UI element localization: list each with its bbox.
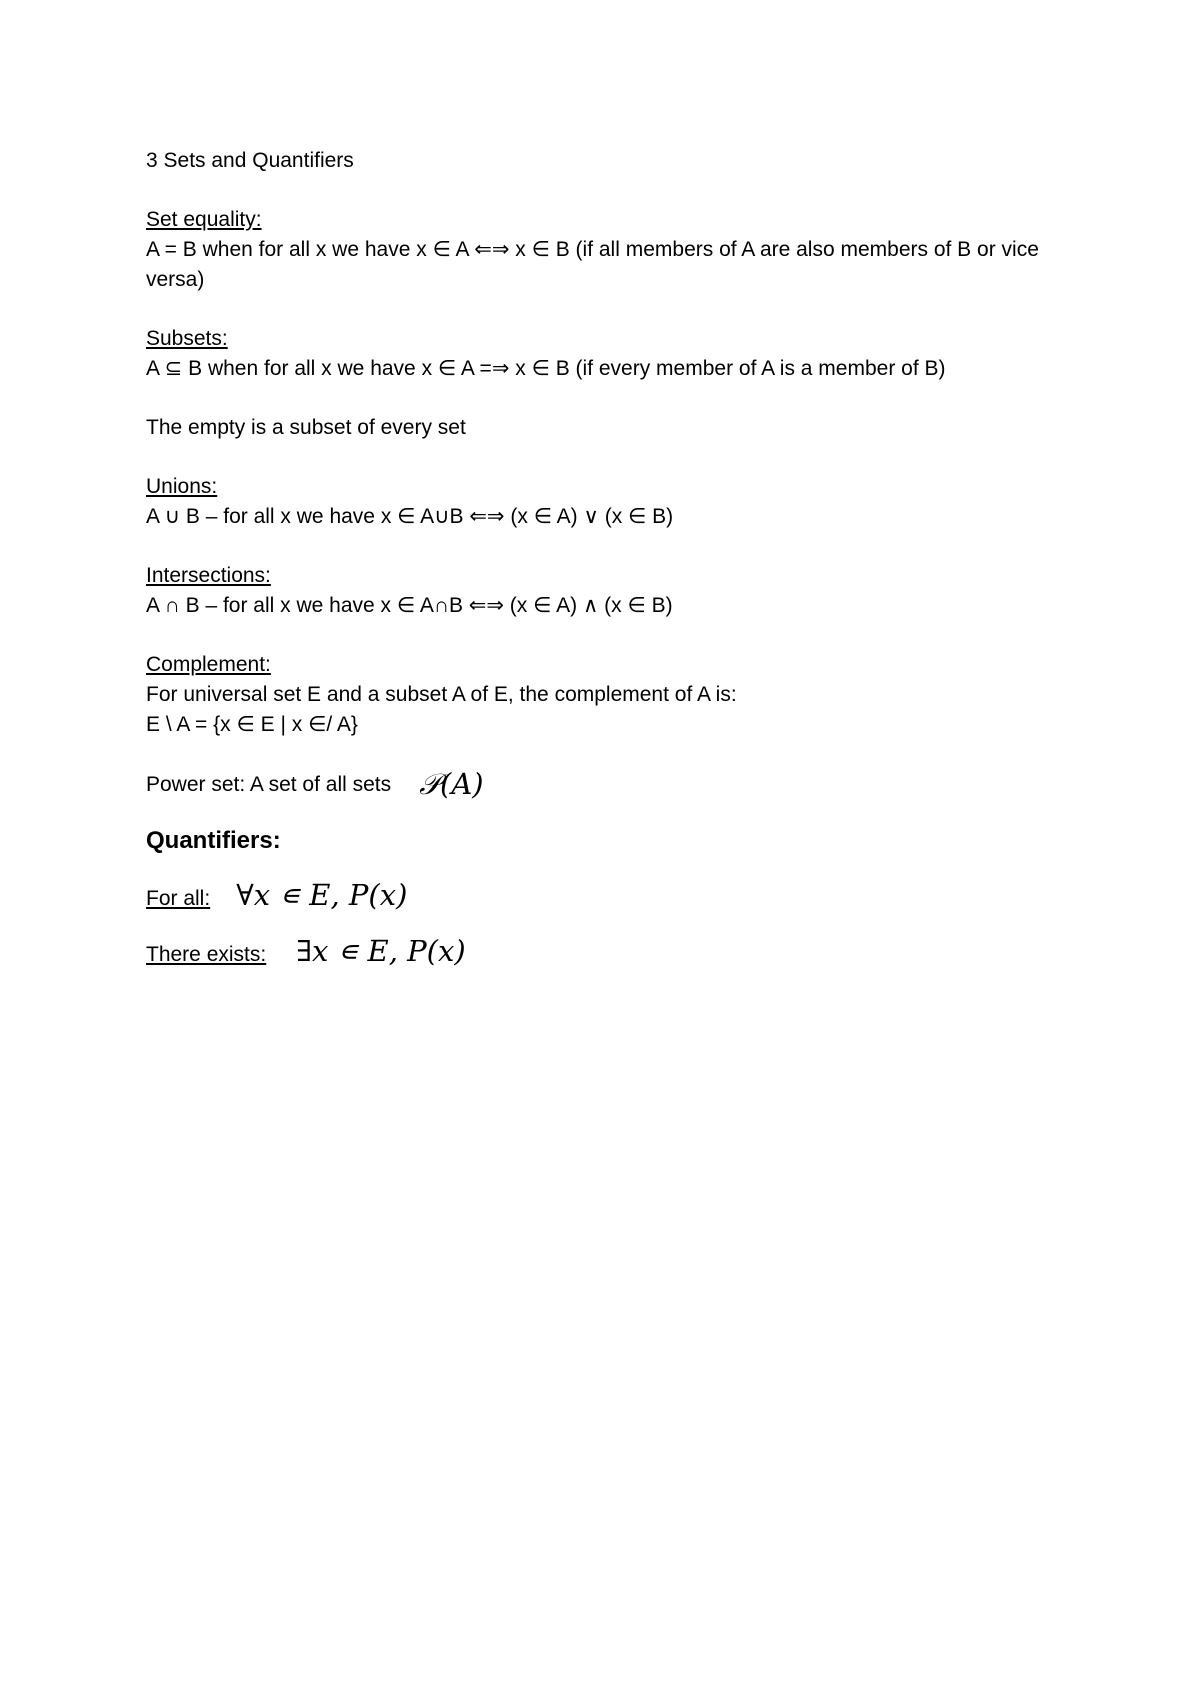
document-page [146, 146, 1086, 992]
spacer [146, 384, 1086, 413]
intersections-text: A ∩ B – for all x we have x ∈ A∩B ⇐⇒ (x ∈ A) ∧ (x ∈ B) [146, 594, 673, 617]
document-title: 3 Sets and Quantifiers [146, 149, 354, 172]
complement-formula: E \ A = {x ∈ E | x ∈/ A} [146, 713, 358, 736]
unions-text: A ∪ B – for all x we have x ∈ A∪B ⇐⇒ (x ∈ A) ∨ (x ∈ B) [146, 505, 674, 528]
spacer [146, 532, 1086, 561]
set-equality-text: A = B when for all x we have x ∈ A ⇐⇒ x ∈ B (if all members of A are also members of B or vice versa) [146, 238, 1039, 291]
there-exists-label: There exists: [146, 943, 267, 966]
for-all-formula: ∀x ∊ E, P(x) [236, 878, 408, 912]
subsets-text: A ⊆ B when for all x we have x ∈ A =⇒ x ∈ B (if every member of A is a member of B) [146, 357, 946, 380]
spacer [146, 443, 1086, 472]
spacer [146, 176, 1086, 205]
spacer [146, 800, 1086, 824]
spacer [146, 621, 1086, 650]
set-equality-heading: Set equality: [146, 208, 262, 231]
power-set-line [146, 769, 1086, 800]
complement-heading: Complement: [146, 653, 271, 676]
for-all-label: For all: [146, 887, 211, 910]
intersections-heading: Intersections: [146, 564, 271, 587]
complement-text: For universal set E and a subset A of E, the complement of A is: [146, 683, 737, 706]
there-exists-formula: ∃x ∊ E, P(x) [296, 934, 466, 968]
subsets-heading: Subsets: [146, 327, 228, 350]
empty-set-note: The empty is a subset of every set [146, 416, 466, 439]
unions-heading: Unions: [146, 475, 218, 498]
power-set-formula: 𝒫(A) [419, 767, 484, 801]
there-exists-row [146, 936, 1086, 992]
quantifiers-heading: Quantifiers: [146, 827, 281, 854]
spacer [146, 740, 1086, 769]
spacer [146, 295, 1086, 324]
spacer [146, 858, 1086, 880]
power-set-label: Power set: A set of all sets [146, 773, 392, 796]
for-all-row [146, 880, 1086, 936]
